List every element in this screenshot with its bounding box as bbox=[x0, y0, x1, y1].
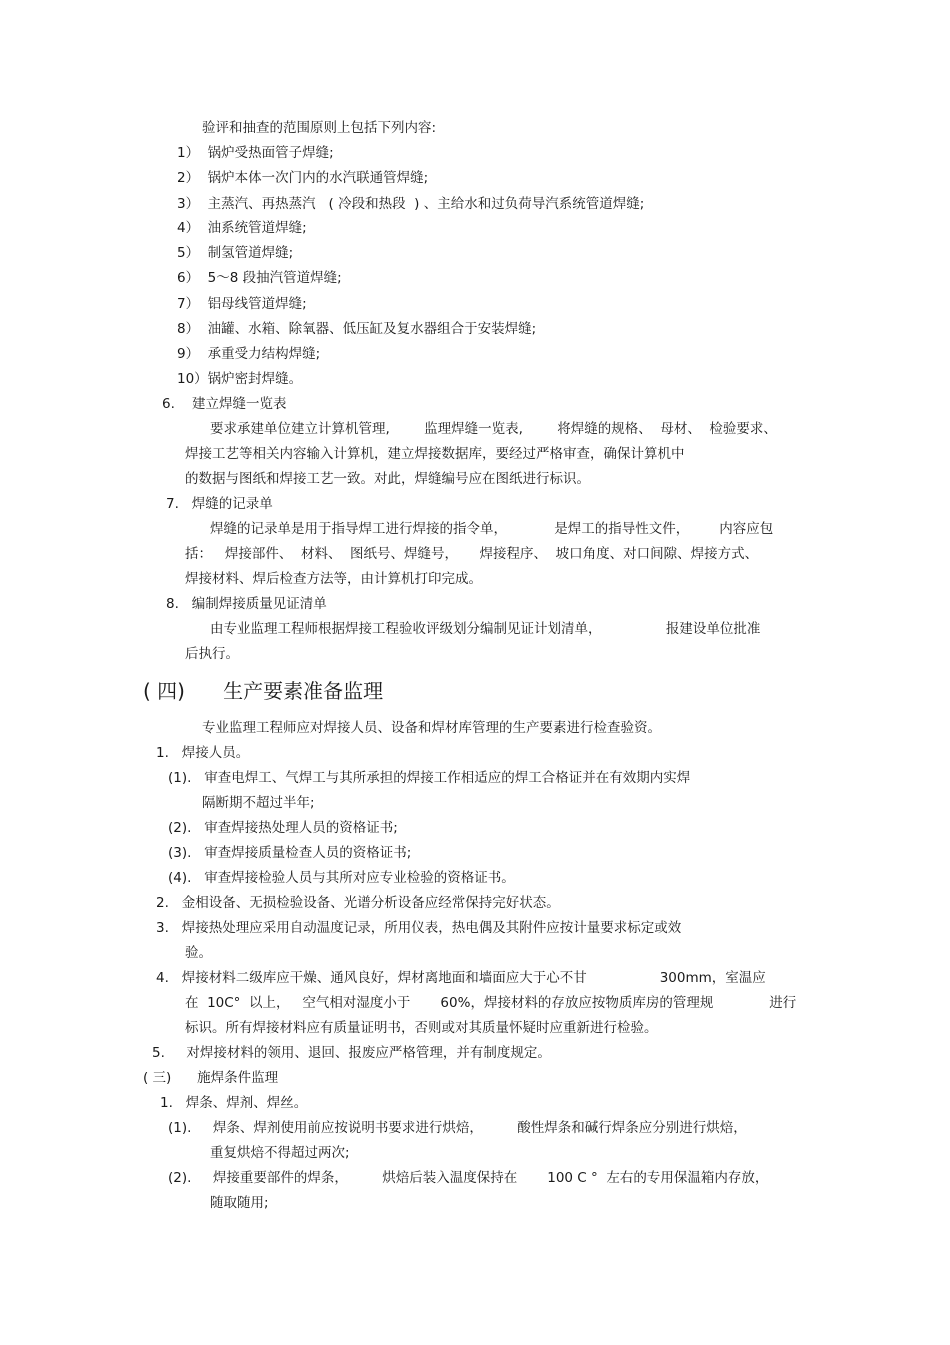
chapter-heading: ( 四) 生产要素准备监理 bbox=[143, 679, 384, 703]
paragraph-line: 的数据与图纸和焊接工艺一致。对此，焊缝编号应在图纸进行标识。 bbox=[185, 471, 590, 487]
paragraph-line: 验。 bbox=[185, 945, 212, 961]
paragraph-line: 要求承建单位建立计算机管理, 监理焊缝一览表, 将焊缝的规格、 母材、 检验要求、 bbox=[210, 421, 777, 437]
paragraph-line: 焊接材料、焊后检查方法等，由计算机打印完成。 bbox=[185, 571, 482, 587]
list-item: 1. 焊接人员。 bbox=[156, 745, 250, 761]
list-item: 10）锅炉密封焊缝。 bbox=[177, 371, 303, 387]
list-item: 9） 承重受力结构焊缝; bbox=[177, 346, 321, 362]
list-item: 3） 主蒸汽、再热蒸汽 ( 冷段和热段 ) 、主给水和过负荷导汽系统管道焊缝; bbox=[177, 196, 645, 212]
paragraph-line: 重复烘焙不得超过两次; bbox=[210, 1145, 350, 1161]
section-heading: 6. 建立焊缝一览表 bbox=[162, 396, 287, 412]
list-item: (4). 审查焊接检验人员与其所对应专业检验的资格证书。 bbox=[168, 870, 515, 886]
paragraph-line: 隔断期不超过半年; bbox=[202, 795, 315, 811]
list-item: 4） 油系统管道焊缝; bbox=[177, 220, 307, 236]
paragraph-line: 专业监理工程师应对焊接人员、设备和焊材库管理的生产要素进行检查验资。 bbox=[202, 720, 661, 736]
list-item: 1） 锅炉受热面管子焊缝; bbox=[177, 145, 334, 161]
chapter-heading: ( 三) 施焊条件监理 bbox=[143, 1070, 279, 1086]
paragraph-line: 后执行。 bbox=[185, 646, 239, 662]
text-line: 验评和抽查的范围原则上包括下列内容: bbox=[202, 120, 437, 136]
list-item: (2). 焊接重要部件的焊条， 烘焙后装入温度保持在 100 C ° 左右的专用保温箱内存放， bbox=[168, 1170, 769, 1186]
list-item: 2） 锅炉本体一次门内的水汽联通管焊缝; bbox=[177, 170, 429, 186]
list-item: 2. 金相设备、无损检验设备、光谱分析设备应经常保持完好状态。 bbox=[156, 895, 560, 911]
list-item: 4. 焊接材料二级库应干燥、通风良好，焊材离地面和墙面应大于心不甘 300mm，室温应 bbox=[156, 970, 766, 986]
list-item: 8） 油罐、水箱、除氧器、低压缸及复水器组合于安装焊缝; bbox=[177, 321, 537, 337]
paragraph-line: 在 10C° 以上， 空气相对湿度小于 60%，焊接材料的存放应按物质库房的管理规 进行 bbox=[185, 995, 797, 1011]
list-item: 3. 焊接热处理应采用自动温度记录，所用仪表，热电偶及其附件应按计量要求标定或效 bbox=[156, 920, 682, 936]
paragraph-line: 焊接工艺等相关内容输入计算机，建立焊接数据库，要经过严格审查，确保计算机中 bbox=[185, 446, 685, 462]
paragraph-line: 焊缝的记录单是用于指导焊工进行焊接的指令单， 是焊工的指导性文件， 内容应包 bbox=[210, 521, 774, 537]
list-item: (1). 审查电焊工、气焊工与其所承担的焊接工作相适应的焊工合格证并在有效期内实焊 bbox=[168, 770, 691, 786]
list-item: 5） 制氢管道焊缝; bbox=[177, 245, 294, 261]
paragraph-line: 标识。所有焊接材料应有质量证明书，否则或对其质量怀疑时应重新进行检验。 bbox=[185, 1020, 658, 1036]
list-item: (2). 审查焊接热处理人员的资格证书; bbox=[168, 820, 398, 836]
list-item: 5. 对焊接材料的领用、退回、报废应严格管理，并有制度规定。 bbox=[152, 1045, 551, 1061]
list-item: 7） 铝母线管道焊缝; bbox=[177, 296, 307, 312]
paragraph-line: 随取随用; bbox=[210, 1195, 269, 1211]
list-item: (3). 审查焊接质量检查人员的资格证书; bbox=[168, 845, 412, 861]
paragraph-line: 括： 焊接部件、 材料、 图纸号、焊缝号， 焊接程序、 坡口角度、对口间隙、焊接方式、 bbox=[185, 546, 759, 562]
section-heading: 8. 编制焊接质量见证清单 bbox=[166, 596, 327, 612]
list-item: 6） 5～8 段抽汽管道焊缝; bbox=[177, 270, 342, 286]
list-item: (1). 焊条、焊剂使用前应按说明书要求进行烘焙， 酸性焊条和碱行焊条应分别进行烘焙， bbox=[168, 1120, 747, 1136]
list-item: 1. 焊条、焊剂、焊丝。 bbox=[160, 1095, 308, 1111]
paragraph-line: 由专业监理工程师根据焊接工程验收评级划分编制见证计划清单， 报建设单位批准 bbox=[210, 621, 761, 637]
section-heading: 7. 焊缝的记录单 bbox=[166, 496, 273, 512]
